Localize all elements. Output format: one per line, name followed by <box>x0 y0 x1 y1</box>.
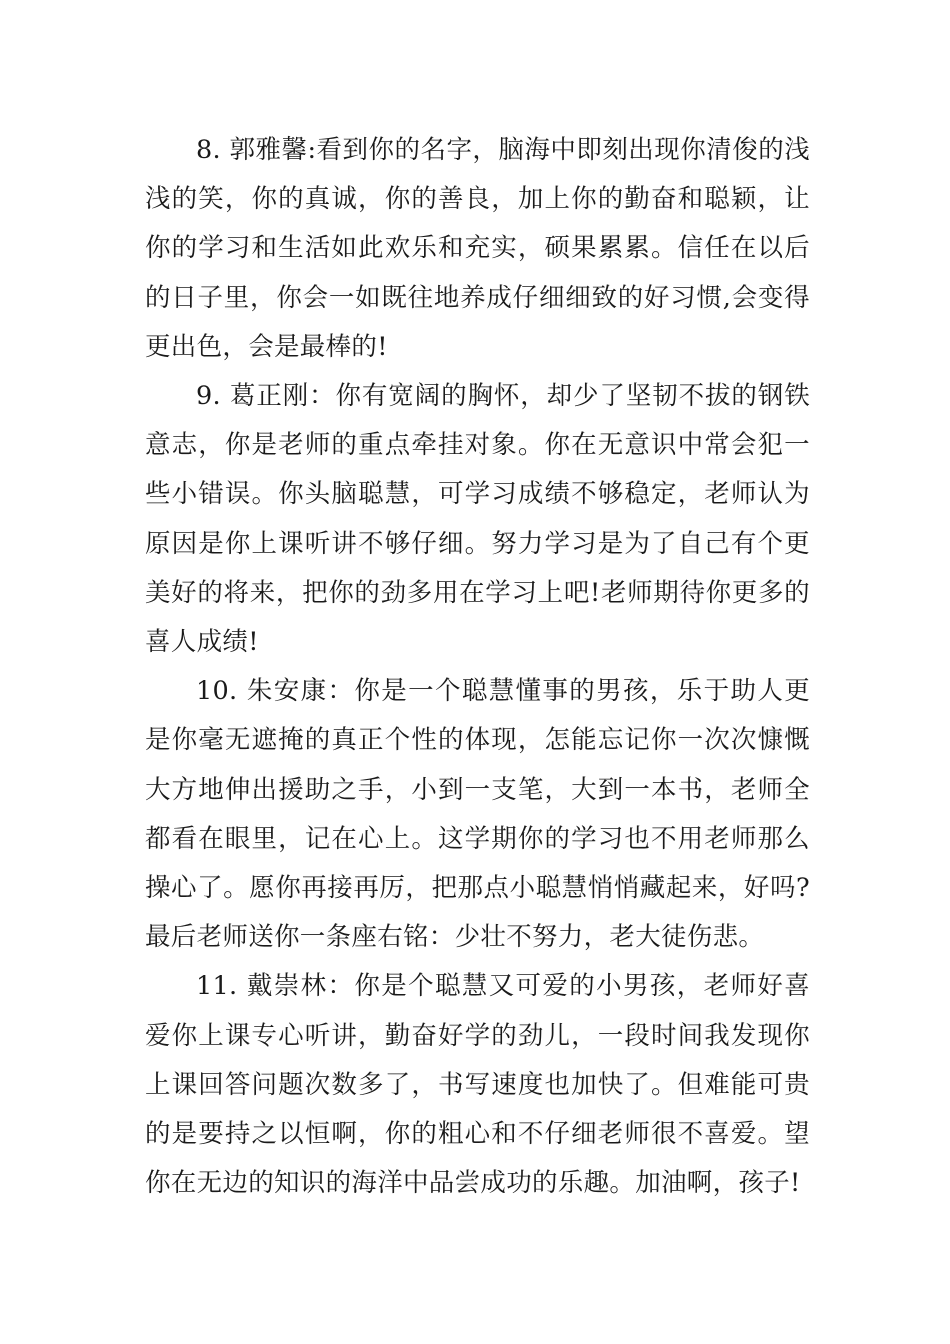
comment-paragraph-8: 8. 郭雅馨:看到你的名字，脑海中即刻出现你清俊的浅浅的笑，你的真诚，你的善良，加上你的勤奋和聪颖，让你的学习和生活如此欢乐和充实，硕果累累。信任在以后的日子里，你会一如既往地养成仔细细致的好习惯,会变得更出色，会是最棒的! <box>145 135 810 362</box>
comment-paragraph-9: 9. 葛正刚：你有宽阔的胸怀，却少了坚韧不拔的钢铁意志，你是老师的重点牵挂对象。你在无意识中常会犯一些小错误。你头脑聪慧，可学习成绩不够稳定，老师认为原因是你上课听讲不够仔细。努力学习是为了自己有个更美好的将来，把你的劲多用在学习上吧!老师期待你更多的喜人成绩! <box>145 381 810 658</box>
comment-paragraph-10: 10. 朱安康：你是一个聪慧懂事的男孩，乐于助人更是你毫无遮掩的真正个性的体现，怎能忘记你一次次慷慨大方地伸出援助之手，小到一支笔，大到一本书，老师全都看在眼里，记在心上。这学期你的学习也不用老师那么操心了。愿你再接再厉，把那点小聪慧悄悄藏起来，好吗?最后老师送你一条座右铭：少壮不努力，老大徒伤悲。 <box>145 676 810 953</box>
comment-paragraph-11: 11. 戴崇林：你是个聪慧又可爱的小男孩，老师好喜爱你上课专心听讲，勤奋好学的劲儿，一段时间我发现你上课回答问题次数多了，书写速度也加快了。但难能可贵的是要持之以恒啊，你的粗心和不仔细老师很不喜爱。望你在无边的知识的海洋中品尝成功的乐趣。加油啊，孩子! <box>145 971 810 1199</box>
document-body <box>145 126 810 1208</box>
